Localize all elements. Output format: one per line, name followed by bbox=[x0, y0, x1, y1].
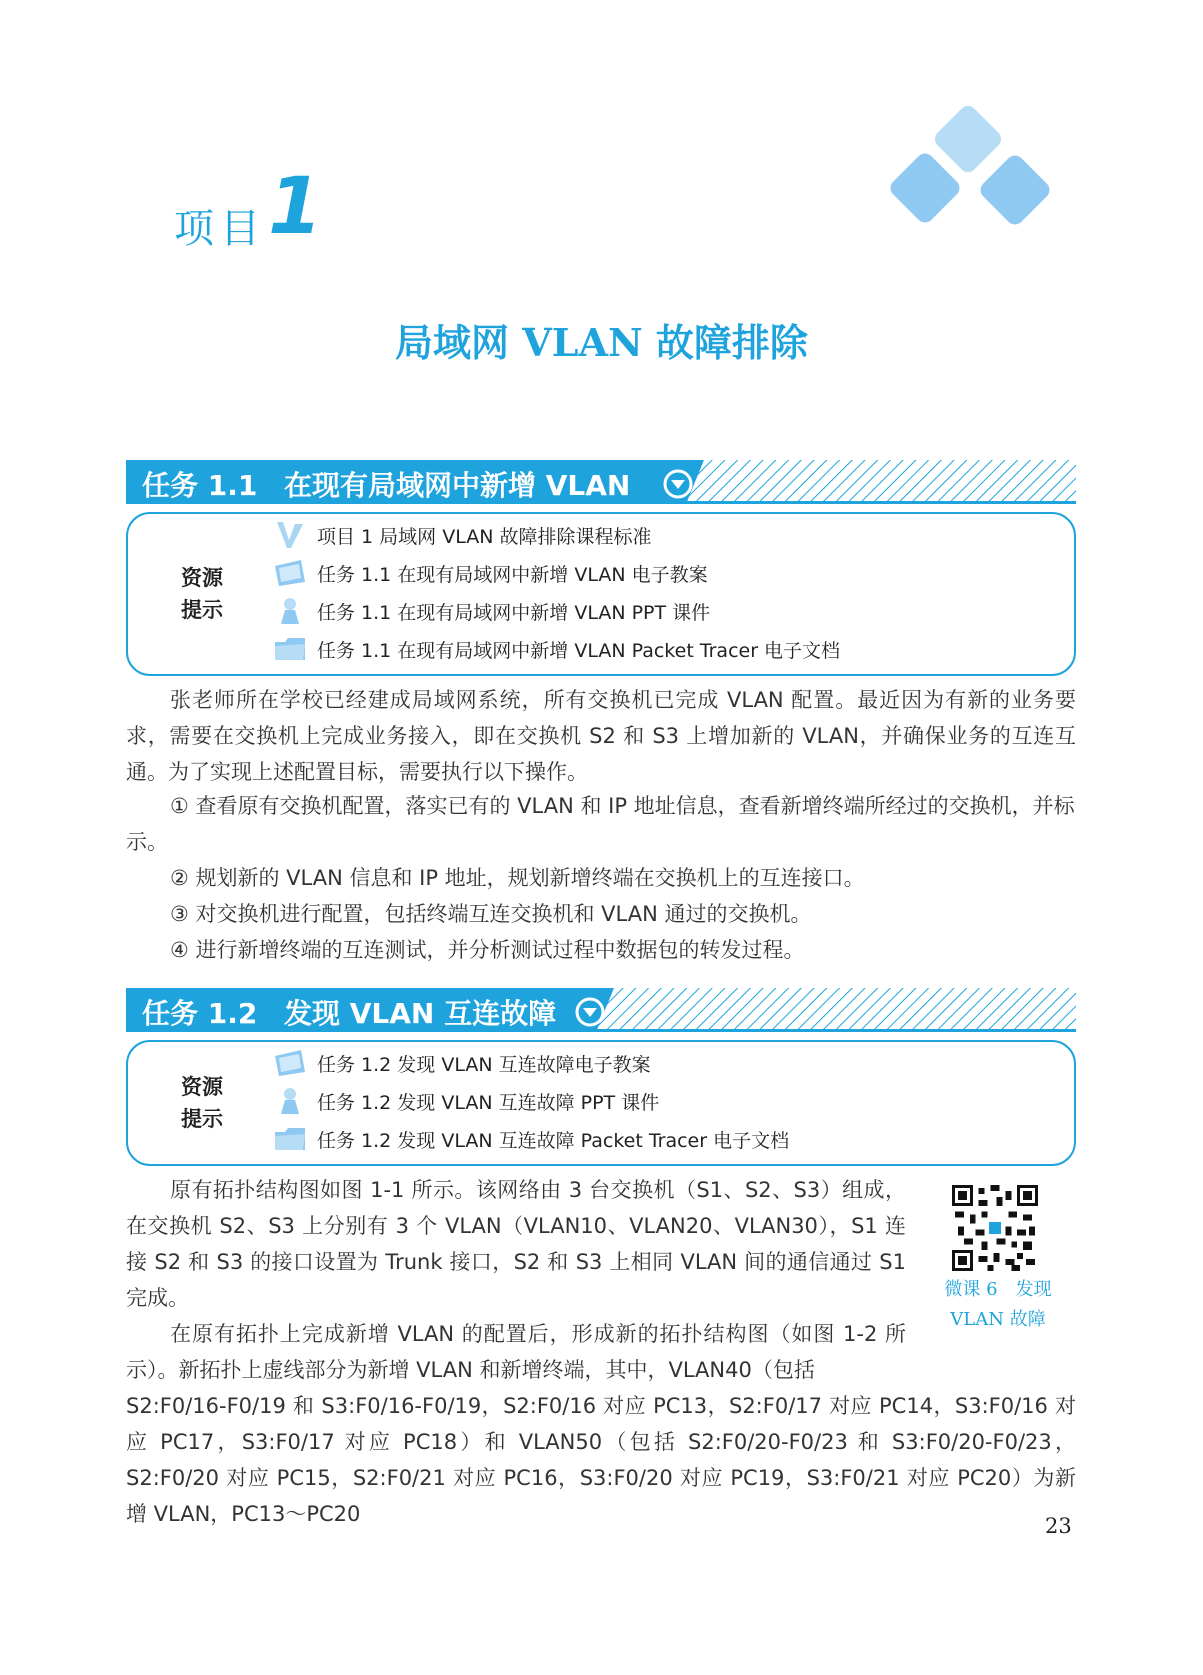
ppt-icon bbox=[273, 596, 307, 626]
section-number: 任务 1.1 bbox=[142, 469, 258, 502]
document-icon bbox=[273, 558, 307, 588]
ppt-icon bbox=[273, 1086, 307, 1116]
resource-box-2: 资源 提示 任务 1.2 发现 VLAN 互连故障电子教案 任务 1.2 发现 VLAN 互连故障 PPT 课件 任务 1.2 发现 VLAN 互连故障 Packet Tracer 电子文档 bbox=[126, 1040, 1076, 1166]
section-header-1-1 bbox=[126, 460, 1076, 504]
resource-label: 资源 提示 bbox=[181, 566, 223, 622]
page-number: 23 bbox=[1045, 1514, 1072, 1538]
step-2: ② 规划新的 VLAN 信息和 IP 地址，规划新增终端在交换机上的互连接口。 bbox=[170, 866, 865, 890]
project-number: 1 bbox=[268, 162, 323, 252]
resource-box-1: 资源 提示 项目 1 局域网 VLAN 故障排除课程标准 任务 1.1 在现有局域网中新增 VLAN 电子教案 任务 1.1 在现有局域网中新增 VLAN PPT 课件 任务 1.1 在现有局域网中新增 VLAN Packet Tracer 电子文档 bbox=[126, 512, 1076, 676]
chevron-down-icon bbox=[662, 468, 694, 500]
chapter-title: 局域网 VLAN 故障排除 bbox=[395, 320, 808, 365]
resource-label: 资源 提示 bbox=[181, 1075, 223, 1131]
section-1-intro: 张老师所在学校已经建成局域网系统，所有交换机已完成 VLAN 配置。最近因为有新的业务要求，需要在交换机上完成业务接入，即在交换机 S2 和 S3 上增加新的 VLAN，并确保业务的互连互通。为了实现上述配置目标，需要执行以下操作。 bbox=[126, 688, 1076, 784]
section-header-1-2 bbox=[126, 988, 1076, 1032]
standard-icon bbox=[273, 520, 307, 550]
section-title: 发现 VLAN 互连故障 bbox=[284, 997, 557, 1030]
chevron-down-icon bbox=[574, 996, 606, 1028]
section-number: 任务 1.2 bbox=[142, 997, 258, 1030]
section-title: 在现有局域网中新增 VLAN bbox=[284, 469, 631, 502]
folder-icon bbox=[273, 1124, 307, 1154]
folder-icon bbox=[273, 634, 307, 664]
project-label: 项目 bbox=[174, 206, 266, 252]
step-3: ③ 对交换机进行配置，包括终端互连交换机和 VLAN 通过的交换机。 bbox=[170, 902, 812, 926]
section-2-para-2: 在原有拓扑上完成新增 VLAN 的配置后，形成新的拓扑结构图（如图 1-2 所示）。新拓扑上虚线部分为新增 VLAN 和新增终端，其中，VLAN40（包括 bbox=[126, 1322, 906, 1382]
diamond-logo-icon bbox=[880, 105, 1080, 250]
section-2-para-1: 原有拓扑结构图如图 1-1 所示。该网络由 3 台交换机（S1、S2、S3）组成，在交换机 S2、S3 上分别有 3 个 VLAN（VLAN10、VLAN20、VLAN30），S1 连接 S2 和 S3 的接口设置为 Trunk 接口，S2 和 S3 上相同 VLAN 间的通信通过 S1 完成。 bbox=[126, 1178, 906, 1310]
section-2-para-2-cont: S2:F0/16-F0/19 和 S3:F0/16-F0/19，S2:F0/16 对应 PC13，S2:F0/17 对应 PC14，S3:F0/16 对应 PC17，S3:F0/17 对应 PC18）和 VLAN50（包括 S2:F0/20-F0/23 和 S3:F0/20-F0/23，S2:F0/20 对应 PC15，S2:F0/21 对应 PC16，S3:F0/20 对应 PC19，S3:F0/21 对应 PC20）为新增 VLAN，PC13～PC20 bbox=[126, 1394, 1076, 1526]
step-4: ④ 进行新增终端的互连测试，并分析测试过程中数据包的转发过程。 bbox=[170, 938, 805, 962]
document-icon bbox=[273, 1048, 307, 1078]
qr-code-icon[interactable] bbox=[952, 1185, 1038, 1271]
qr-caption-line-2: VLAN 故障 bbox=[950, 1309, 1046, 1330]
qr-caption-line-1: 微课 6 发现 bbox=[944, 1279, 1052, 1300]
step-1: ① 查看原有交换机配置，落实已有的 VLAN 和 IP 地址信息，查看新增终端所经过的交换机，并标示。 bbox=[126, 794, 1075, 854]
